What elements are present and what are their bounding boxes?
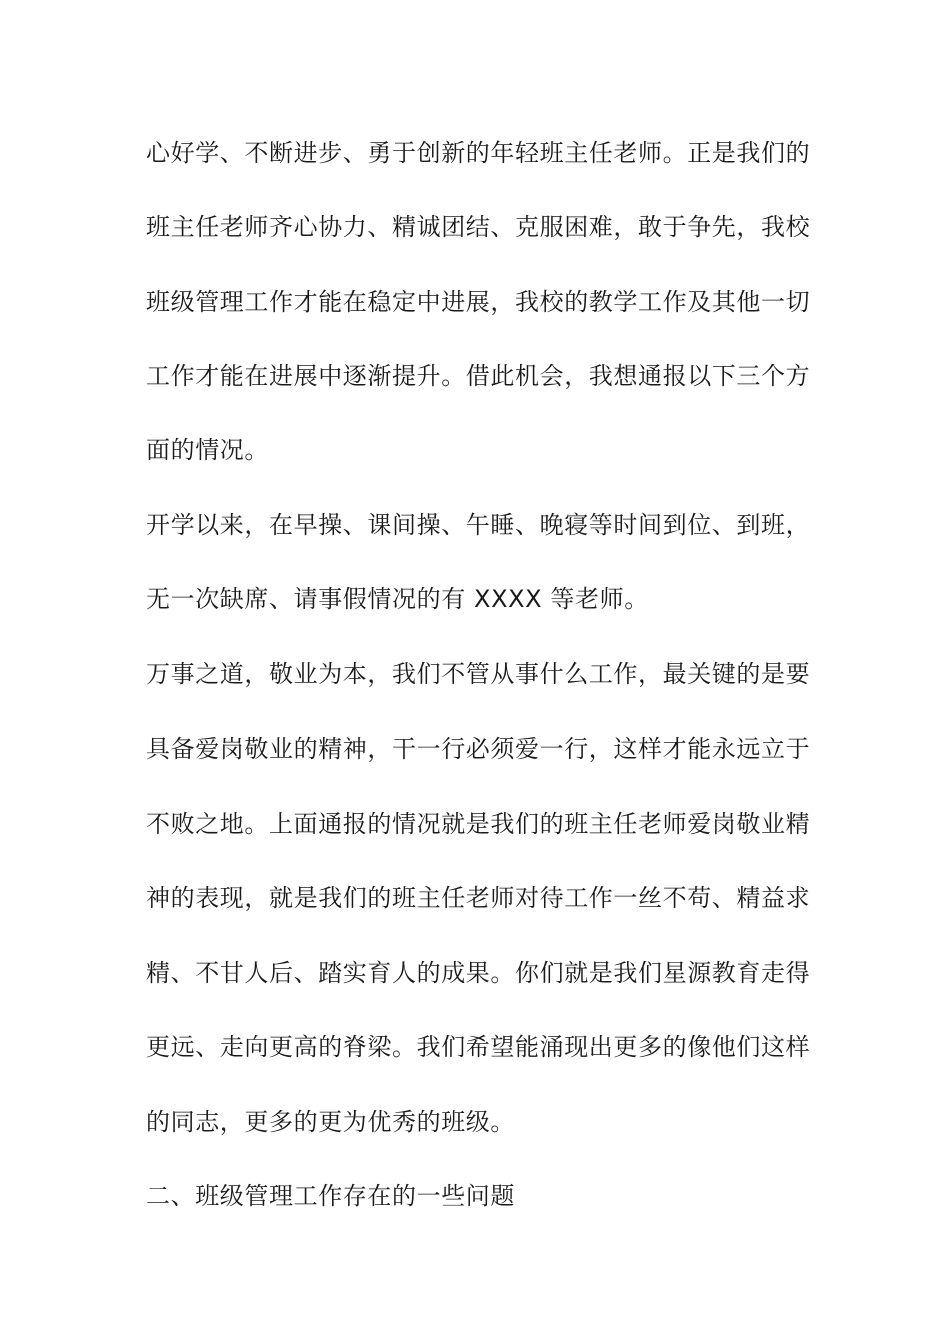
- paragraph-line: 具备爱岗敬业的精神，干一行必须爱一行，这样才能永远立于: [146, 735, 811, 763]
- paragraph-line: 神的表现，就是我们的班主任老师对待工作一丝不苟、精益求: [146, 884, 811, 912]
- paragraph-line: 的同志，更多的更为优秀的班级。: [146, 1108, 515, 1136]
- paragraph-line: 万事之道，敬业为本，我们不管从事什么工作，最关键的是要: [146, 660, 811, 688]
- paragraph-line: 无一次缺席、请事假情况的有 XXXX 等老师。: [146, 585, 649, 613]
- paragraph-line: 工作才能在进展中逐渐提升。借此机会，我想通报以下三个方: [146, 362, 811, 390]
- paragraph-line: 不败之地。上面通报的情况就是我们的班主任老师爱岗敬业精: [146, 810, 811, 838]
- paragraph-line: 开学以来，在早操、课间操、午睡、晚寝等时间到位、到班，: [146, 511, 811, 539]
- paragraph-line: 班主任老师齐心协力、精诚团结、克服困难，敢于争先，我校: [146, 213, 811, 241]
- section-heading: 二、班级管理工作存在的一些问题: [146, 1182, 515, 1210]
- paragraph-line: 精、不甘人后、踏实育人的成果。你们就是我们星源教育走得: [146, 959, 811, 987]
- paragraph-line: 面的情况。: [146, 436, 269, 464]
- paragraph-line: 班级管理工作才能在稳定中进展，我校的教学工作及其他一切: [146, 288, 811, 316]
- paragraph-line: 更远、走向更高的脊梁。我们希望能涌现出更多的像他们这样: [146, 1033, 811, 1061]
- paragraph-line: 心好学、不断进步、勇于创新的年轻班主任老师。正是我们的: [146, 139, 811, 167]
